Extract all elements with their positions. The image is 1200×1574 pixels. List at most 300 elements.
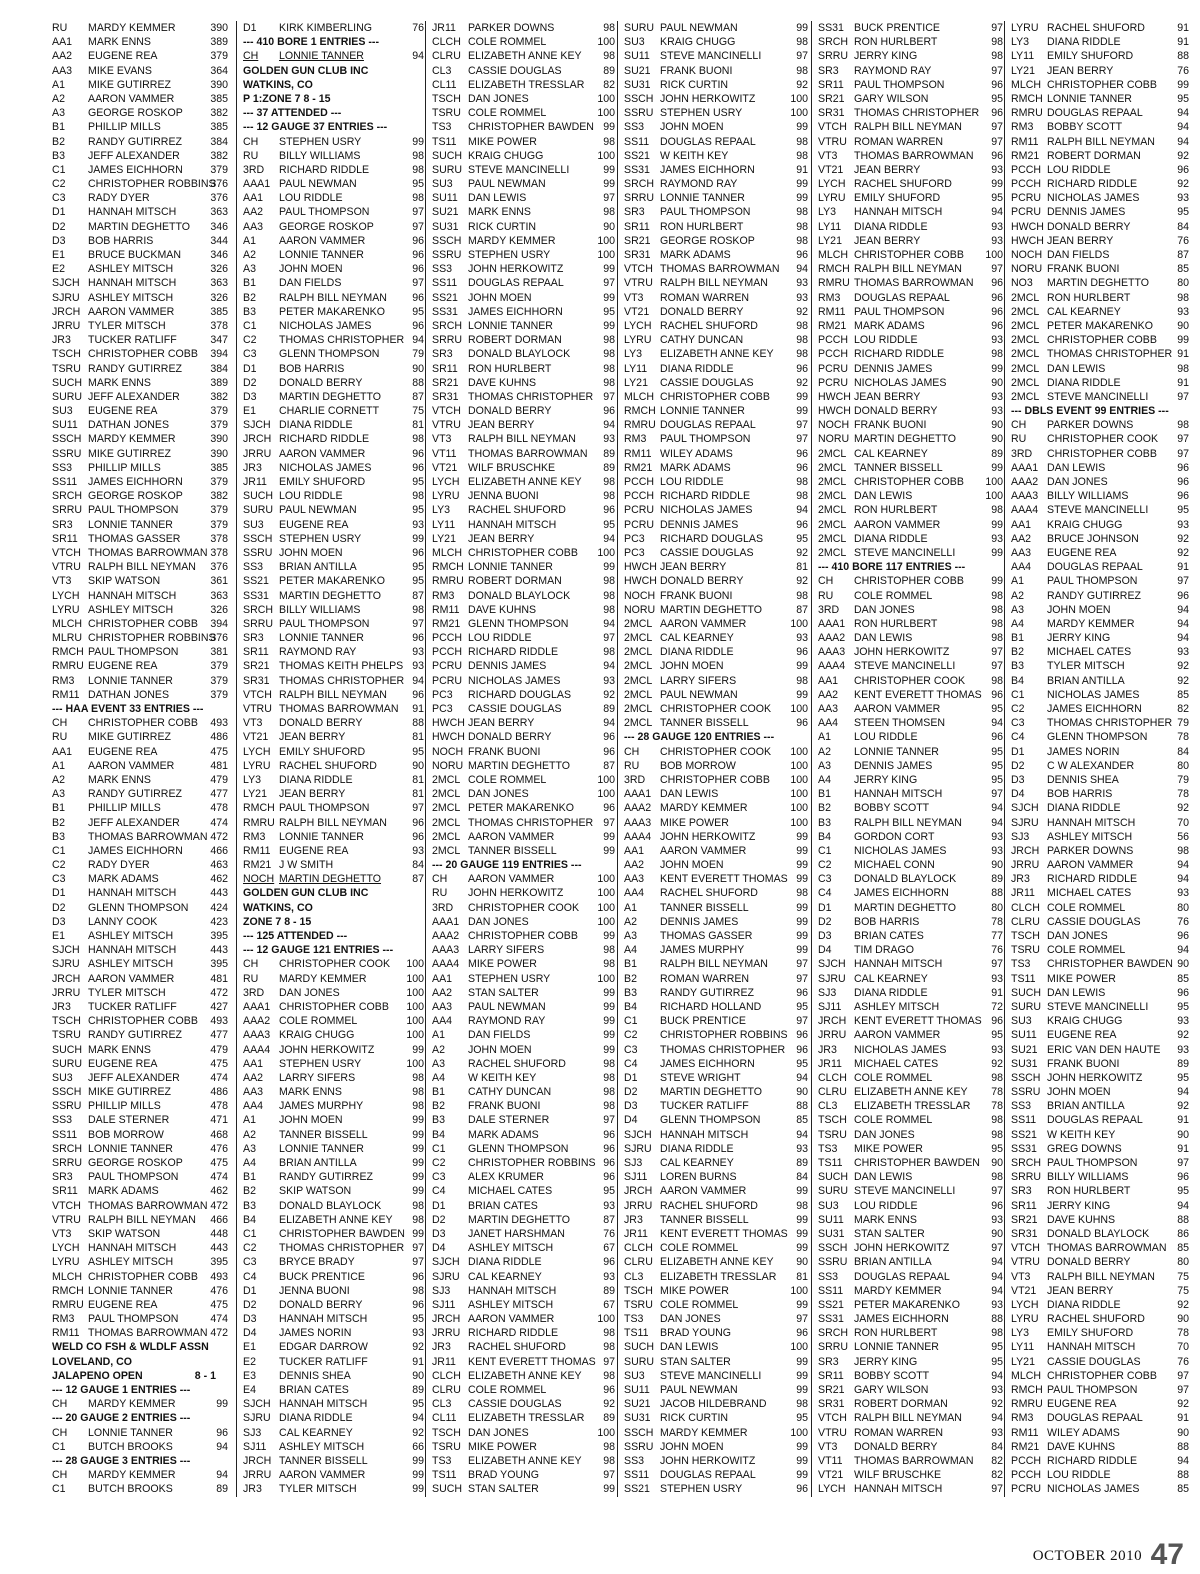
score: 100 — [790, 1284, 808, 1297]
score: 81 — [412, 788, 424, 801]
class-code: D2 — [432, 1213, 446, 1226]
shooter-name: CAL KEARNEY — [660, 632, 734, 645]
result-row — [52, 986, 230, 1000]
class-code: RMRU — [432, 575, 464, 588]
shooter-name: DAN JONES — [279, 986, 340, 999]
result-row — [52, 1028, 230, 1042]
result-row — [1011, 773, 1191, 787]
class-code: D2 — [1011, 759, 1025, 772]
result-row — [432, 1255, 617, 1269]
result-row — [818, 234, 1005, 248]
event-header-text: --- DBLS EVENT 99 ENTRIES --- — [1011, 405, 1169, 418]
score: 472 — [210, 830, 228, 843]
shooter-name: W KEITH KEY — [468, 1071, 537, 1084]
result-row — [818, 1482, 1005, 1496]
result-row — [243, 1085, 426, 1099]
class-code: SU11 — [52, 419, 78, 432]
class-code: TSCH — [432, 92, 461, 105]
shooter-name: GLENN THOMPSON — [88, 901, 189, 914]
class-code: SU31 — [818, 1227, 845, 1240]
shooter-name: THOMAS BARROWMAN — [88, 546, 208, 559]
score: 99 — [216, 1398, 228, 1411]
score: 378 — [210, 532, 228, 545]
result-row — [243, 262, 426, 276]
score: 98 — [412, 490, 424, 503]
result-row — [624, 319, 810, 333]
shooter-name: ASHLEY MITSCH — [88, 1256, 174, 1269]
class-code: SU11 — [624, 50, 650, 63]
score: 97 — [603, 1355, 615, 1368]
class-code: CLRU — [1011, 915, 1040, 928]
class-code: VTCH — [624, 263, 653, 276]
shooter-name: PAUL NEWMAN — [660, 1384, 738, 1396]
score: 474 — [210, 1313, 228, 1326]
score: 98 — [991, 603, 1003, 616]
score: 90 — [991, 376, 1003, 389]
class-code: B3 — [432, 1114, 445, 1127]
result-row — [1011, 745, 1191, 759]
shooter-name: MARK ADAMS — [468, 1128, 539, 1141]
result-row — [624, 1113, 810, 1127]
class-code: VTRU — [52, 1213, 81, 1226]
club-header-text: WATKINS, CO — [243, 901, 313, 914]
shooter-name: DONALD BLAYLOCK — [279, 1199, 382, 1212]
result-row — [432, 816, 617, 830]
class-code: SR3 — [1011, 1185, 1032, 1198]
shooter-name: THOMAS BARROWMAN — [660, 263, 780, 276]
class-code: C4 — [432, 1185, 446, 1198]
score: 95 — [603, 305, 615, 318]
result-row — [243, 1369, 426, 1383]
result-row — [818, 1043, 1005, 1057]
shooter-name: RALPH BILL NEYMAN — [660, 958, 768, 971]
shooter-name: DOUGLAS REPAAL — [468, 277, 564, 290]
shooter-name: THOMAS CHRISTOPHER — [1047, 348, 1173, 361]
score: 93 — [991, 1384, 1003, 1396]
score: 99 — [991, 575, 1003, 588]
shooter-name: PHILLIP MILLS — [88, 1100, 161, 1113]
class-code: A2 — [624, 915, 637, 928]
score: 91 — [1177, 36, 1189, 49]
class-code: CLCH — [624, 1242, 653, 1255]
class-code: JRRU — [243, 1469, 272, 1482]
class-code: C1 — [1011, 688, 1025, 701]
score: 94 — [796, 1071, 808, 1084]
result-row — [243, 858, 426, 872]
score: 94 — [1177, 1199, 1189, 1212]
score: 84 — [991, 1440, 1003, 1453]
score: 93 — [991, 844, 1003, 857]
score: 93 — [412, 518, 424, 531]
class-code: TS3 — [432, 121, 452, 134]
shooter-name: COLE ROMMEL — [279, 1015, 358, 1028]
shooter-name: JERRY KING — [1047, 1199, 1111, 1212]
shooter-name: RICHARD RIDDLE — [660, 490, 751, 503]
result-row — [52, 489, 230, 503]
class-code: SR3 — [818, 1355, 839, 1368]
score: 100 — [790, 92, 808, 105]
class-code: SS11 — [52, 476, 78, 488]
result-row — [624, 234, 810, 248]
shooter-name: BILLY WILLIAMS — [1047, 490, 1129, 503]
score: 99 — [796, 660, 808, 673]
score: 96 — [603, 1142, 615, 1155]
shooter-name: HANNAH MITSCH — [279, 1313, 368, 1326]
score: 346 — [210, 220, 228, 233]
shooter-name: MARDY KEMMER — [88, 1469, 176, 1482]
shooter-name: TANNER BISSELL — [660, 717, 749, 730]
shooter-name: DONALD BERRY — [279, 1298, 363, 1311]
shooter-name: JEAN BERRY — [468, 532, 535, 545]
class-code: LY3 — [243, 773, 262, 786]
shooter-name: ELIZABETH ANNE KEY — [279, 1213, 393, 1226]
page-number: 47 — [1150, 1538, 1184, 1571]
shooter-name: DIANA RIDDLE — [279, 419, 353, 432]
result-row — [432, 78, 617, 92]
shooter-name: RON HURLBERT — [854, 504, 938, 517]
shooter-name: DENNIS JAMES — [660, 518, 739, 531]
class-code: SU3 — [624, 1369, 645, 1382]
shooter-name: MIKE POWER — [1047, 972, 1116, 985]
class-code: JR3 — [52, 1000, 71, 1013]
score: 97 — [991, 263, 1003, 276]
shooter-name: BRYCE BRADY — [279, 1256, 355, 1269]
shooter-name: LOREN BURNS — [660, 1171, 737, 1184]
score: 100 — [790, 107, 808, 120]
score: 90 — [1177, 1313, 1189, 1326]
shooter-name: PAUL NEWMAN — [279, 178, 357, 191]
score: 96 — [796, 362, 808, 375]
score: 88 — [412, 376, 424, 389]
result-row — [1011, 276, 1191, 290]
shooter-name: JOHN MOEN — [279, 1114, 343, 1127]
score: 96 — [991, 78, 1003, 91]
score: 96 — [603, 1384, 615, 1396]
shooter-name: MARTIN DEGHETTO — [468, 1213, 571, 1226]
shooter-name: C W ALEXANDER — [1047, 759, 1135, 772]
shooter-name: TANNER BISSELL — [279, 1454, 368, 1467]
score: 98 — [412, 1071, 424, 1084]
result-row — [818, 872, 1005, 886]
score: 385 — [210, 461, 228, 474]
shooter-name: DENNIS SHEA — [279, 1369, 351, 1382]
score: 90 — [1177, 319, 1189, 332]
result-row — [624, 1241, 810, 1255]
shooter-name: HANNAH MITSCH — [88, 887, 177, 900]
score: 97 — [603, 277, 615, 290]
result-row — [1011, 432, 1191, 446]
result-row — [624, 163, 810, 177]
result-row — [818, 475, 1005, 489]
result-row — [624, 390, 810, 404]
score: 90 — [991, 419, 1003, 432]
shooter-name: HANNAH MITSCH — [854, 958, 943, 971]
class-code: D2 — [243, 1298, 257, 1311]
result-row — [818, 1184, 1005, 1198]
shooter-name: RACHEL SHUFORD — [660, 1199, 758, 1212]
result-row — [1011, 532, 1191, 546]
result-row — [624, 957, 810, 971]
shooter-name: LONNIE TANNER — [279, 632, 364, 645]
result-row — [52, 773, 230, 787]
score: 376 — [210, 192, 228, 205]
result-row — [432, 362, 617, 376]
score: 98 — [603, 1327, 615, 1340]
shooter-name: LONNIE TANNER — [279, 249, 364, 261]
class-code: E2 — [52, 263, 65, 276]
shooter-name: DOUGLAS REPAAL — [854, 291, 950, 304]
score: 97 — [991, 22, 1003, 34]
class-code: C2 — [243, 334, 257, 347]
class-code: C1 — [624, 1015, 638, 1028]
result-row — [243, 830, 426, 844]
class-code: VTRU — [818, 135, 847, 148]
score: 98 — [412, 1284, 424, 1297]
class-code: SRCH — [818, 36, 849, 49]
result-row — [52, 92, 230, 106]
class-code: RMCH — [818, 263, 850, 276]
shooter-name: DENNIS JAMES — [660, 915, 739, 928]
class-code: NORU — [624, 603, 656, 616]
shooter-name: DONALD BERRY — [660, 575, 744, 588]
result-row — [818, 1468, 1005, 1482]
score: 99 — [991, 362, 1003, 375]
result-row — [432, 1213, 617, 1227]
result-row — [1011, 503, 1191, 517]
score: 94 — [991, 206, 1003, 219]
result-row — [243, 518, 426, 532]
score: 97 — [412, 277, 424, 290]
shooter-name: DIANA RIDDLE — [660, 646, 734, 659]
class-code: PC3 — [624, 546, 645, 559]
shooter-name: BRUCE BUCKMAN — [88, 249, 182, 261]
shooter-name: WILEY ADAMS — [660, 447, 733, 460]
class-code: SS21 — [624, 149, 650, 162]
shooter-name: NICHOLAS JAMES — [854, 844, 947, 857]
score: 99 — [796, 390, 808, 403]
result-row — [818, 376, 1005, 390]
shooter-name: STEPHEN USRY — [279, 1057, 362, 1070]
result-row — [1011, 248, 1191, 262]
score: 91 — [1177, 348, 1189, 361]
result-row — [624, 830, 810, 844]
class-code: A4 — [432, 1071, 445, 1084]
result-row — [52, 943, 230, 957]
result-row — [624, 972, 810, 986]
score: 76 — [1177, 234, 1189, 247]
score: 88 — [412, 717, 424, 730]
class-code: A1 — [432, 1029, 445, 1042]
result-row — [432, 347, 617, 361]
shooter-name: RALPH BILL NEYMAN — [854, 263, 962, 276]
shooter-name: THOMAS BARROWMAN — [279, 703, 399, 715]
shooter-name: CHRISTOPHER COBB — [854, 575, 964, 588]
class-code: VT11 — [818, 1454, 843, 1467]
result-row — [243, 333, 426, 347]
result-row — [52, 1312, 230, 1326]
result-row — [818, 1426, 1005, 1440]
result-row — [624, 929, 810, 943]
result-row — [624, 915, 810, 929]
score: 96 — [1177, 163, 1189, 176]
class-code: AA3 — [818, 703, 839, 715]
result-row — [52, 589, 230, 603]
score: 99 — [412, 1157, 424, 1169]
score: 97 — [412, 1242, 424, 1255]
score: 99 — [796, 121, 808, 134]
result-row — [243, 475, 426, 489]
shooter-name: JEFF ALEXANDER — [88, 390, 180, 403]
result-row — [52, 1156, 230, 1170]
class-code: B2 — [52, 135, 65, 148]
score: 99 — [412, 1454, 424, 1467]
shooter-name: RACHEL SHUFORD — [660, 887, 758, 900]
result-row — [1011, 49, 1191, 63]
result-row — [624, 1397, 810, 1411]
result-row — [432, 1028, 617, 1042]
score: 95 — [1177, 1000, 1189, 1013]
class-code: LY21 — [624, 376, 648, 389]
shooter-name: JERRY KING — [854, 773, 918, 786]
shooter-name: EUGENE REA — [88, 405, 158, 418]
class-code: AAA2 — [1011, 476, 1039, 488]
result-row — [818, 645, 1005, 659]
class-code: NOCH — [1011, 249, 1043, 261]
shooter-name: MARTIN DEGHETTO — [279, 589, 382, 602]
result-row — [1011, 1284, 1191, 1298]
class-code: SRCH — [818, 1327, 849, 1340]
shooter-name: STEVE MANCINELLI — [468, 163, 570, 176]
result-row — [1011, 1397, 1191, 1411]
shooter-name: BRAD YOUNG — [468, 1469, 540, 1482]
result-row — [624, 120, 810, 134]
score: 98 — [796, 490, 808, 503]
event-header-text: --- 12 GAUGE 37 ENTRIES --- — [243, 121, 388, 134]
shooter-name: AARON VAMMER — [854, 703, 941, 715]
shooter-name: GREG DOWNS — [1047, 1142, 1122, 1155]
result-row — [432, 489, 617, 503]
score: 479 — [210, 773, 228, 786]
class-code: TSCH — [1011, 930, 1040, 942]
result-row — [818, 333, 1005, 347]
shooter-name: CAL KEARNEY — [279, 1426, 353, 1439]
result-row — [818, 248, 1005, 262]
shooter-name: MARTIN DEGHETTO — [854, 901, 957, 914]
score: 100 — [790, 1426, 808, 1439]
score: 93 — [991, 1426, 1003, 1439]
shooter-name: JEAN BERRY — [468, 419, 535, 432]
result-row — [243, 659, 426, 673]
shooter-name: CHRISTOPHER COOK — [854, 674, 966, 687]
result-row — [818, 149, 1005, 163]
result-row — [818, 1142, 1005, 1156]
class-code: SURU — [243, 504, 274, 517]
result-row — [624, 1355, 810, 1369]
class-code: AAA4 — [432, 958, 460, 971]
shooter-name: RANDY GUTIRREZ — [88, 362, 182, 375]
class-code: SRCH — [1011, 1157, 1042, 1169]
shooter-name: CHRISTOPHER COBB — [1047, 1369, 1157, 1382]
result-row — [243, 418, 426, 432]
class-code: AA2 — [624, 859, 645, 872]
score: 99 — [603, 263, 615, 276]
shooter-name: GARY WILSON — [854, 1384, 929, 1396]
result-row — [243, 957, 426, 971]
class-code: E1 — [243, 405, 256, 418]
shooter-name: RICK CURTIN — [660, 78, 729, 91]
class-code: 3RD — [1011, 447, 1033, 460]
result-row — [1011, 674, 1191, 688]
class-code: SSRU — [432, 249, 462, 261]
score: 379 — [210, 674, 228, 687]
result-row — [1011, 546, 1191, 560]
score: 97 — [991, 958, 1003, 971]
result-row — [1011, 262, 1191, 276]
result-row — [432, 1085, 617, 1099]
result-row — [432, 901, 617, 915]
score: 364 — [210, 64, 228, 77]
result-row — [52, 1426, 230, 1440]
result-row — [624, 135, 810, 149]
score: 96 — [796, 646, 808, 659]
result-row — [818, 106, 1005, 120]
score: 96 — [412, 319, 424, 332]
shooter-name: RACHEL SHUFORD — [1047, 1313, 1145, 1326]
class-code: SS11 — [432, 277, 458, 290]
results-column — [811, 21, 1005, 1497]
score: 98 — [991, 1171, 1003, 1184]
shooter-name: CHRISTOPHER BAWDEN — [854, 1157, 980, 1169]
score: 95 — [412, 305, 424, 318]
result-row — [52, 475, 230, 489]
shooter-name: MIKE GUTIRREZ — [88, 731, 171, 744]
class-code: VT21 — [243, 731, 269, 744]
class-code: C2 — [243, 1242, 257, 1255]
class-code: CLRU — [624, 1256, 653, 1269]
score: 94 — [991, 717, 1003, 730]
result-row — [818, 21, 1005, 35]
class-code: D2 — [243, 376, 257, 389]
class-code: B3 — [243, 305, 256, 318]
class-code: 2MCL — [624, 703, 653, 715]
shooter-name: HANNAH MITSCH — [88, 944, 177, 957]
class-code: SR21 — [624, 234, 651, 247]
class-code: CLRU — [818, 1086, 847, 1099]
shooter-name: BOB MORROW — [660, 759, 736, 772]
result-row — [818, 1170, 1005, 1184]
class-code: E1 — [52, 249, 65, 261]
score: 96 — [991, 305, 1003, 318]
score: 91 — [1177, 1142, 1189, 1155]
result-row — [1011, 659, 1191, 673]
result-row — [624, 816, 810, 830]
score: 478 — [210, 1100, 228, 1113]
score: 92 — [603, 1398, 615, 1411]
shooter-name: MIKE GUTIRREZ — [88, 447, 171, 460]
shooter-name: LONNIE TANNER — [88, 1426, 173, 1439]
result-row — [432, 21, 617, 35]
result-row — [1011, 1426, 1191, 1440]
result-row — [432, 1227, 617, 1241]
class-code: C3 — [52, 873, 66, 886]
event-header-text: --- 12 GAUGE 121 ENTRIES --- — [243, 944, 394, 957]
class-code: SRRU — [432, 334, 463, 347]
result-row — [52, 745, 230, 759]
result-row — [52, 858, 230, 872]
score: 379 — [210, 660, 228, 673]
class-code: A3 — [818, 759, 831, 772]
result-row — [818, 603, 1005, 617]
